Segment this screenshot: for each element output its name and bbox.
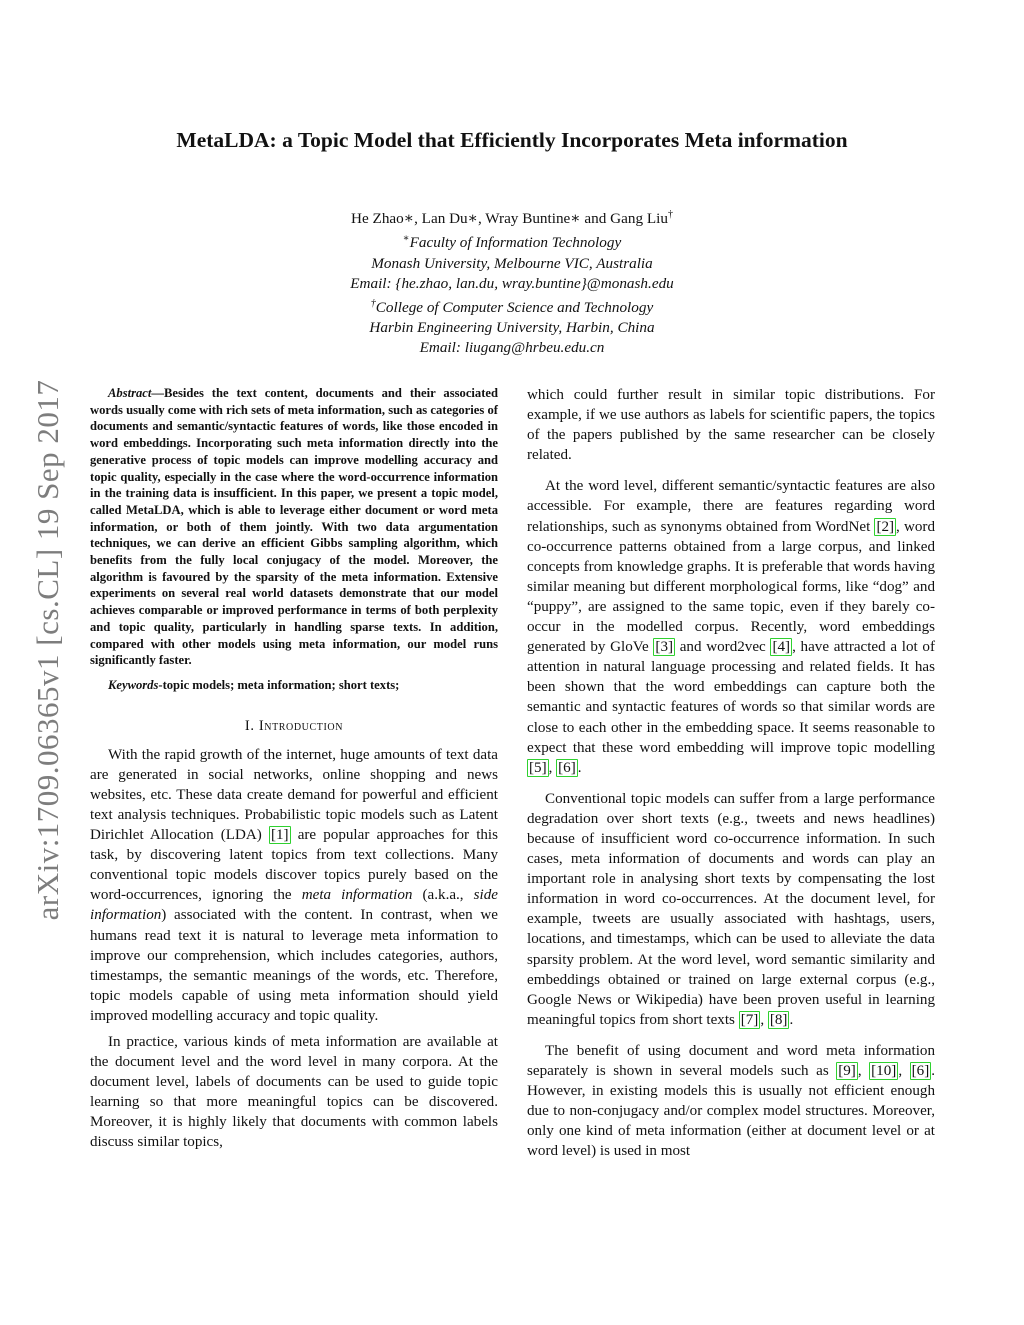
intro-paragraph-4: Conventional topic models can suffer from a large performance degradation over short texts (e.g., tweets and news headlines) because of insufficient word co-occurrence information. In such cases, meta information of documents and words can play an important role in analysing short texts by compensating the lost information in word co-occurrences. At the document level, for example, tweets are usually associated with hashtags, users, locations, and timestamps, which can be used to alleviate the data sparsity problem. At the word level, word semantic similarity and embeddings obtained or trained on large external corpus (e.g., Google News or Wikipedia) have been proven useful in learning meaningful topics from short texts [7] , [8] .: [527, 790, 935, 1028]
arxiv-side-stamp: arXiv:1709.06365v1 [cs.CL] 19 Sep 2017: [30, 379, 65, 921]
affiliation-1-line-2: Monash University, Melbourne VIC, Australia: [371, 254, 653, 272]
citation-link[interactable]: [10]: [871, 1063, 897, 1079]
paper-title: MetaLDA: a Topic Model that Efficiently Incorporates Meta information: [176, 128, 848, 152]
affiliation-2-line-2: Harbin Engineering University, Harbin, China: [369, 319, 655, 337]
right-column: [527, 385, 935, 1161]
citation-link[interactable]: [9]: [838, 1063, 856, 1079]
affiliation-2-line-1: †College of Computer Science and Technology: [370, 297, 654, 316]
intro-paragraph-5: The benefit of using document and word meta information separately is shown in several models such as [9] , [10] , [6] . However, in existing models this is usually not efficient enough due to non-conjugacy and/or complex model structures. Moreover, only one kind of meta information (either at document level or at word level) is used in most: [527, 1042, 936, 1160]
affiliation-2-email: Email: liugang@hrbeu.edu.cn: [419, 339, 605, 357]
citation-link[interactable]: [3]: [655, 639, 674, 656]
left-column: [90, 385, 498, 1153]
intro-paragraph-2: In practice, various kinds of meta information are available at the document level and the word level in many corpora. At the document level, labels of documents can be used to guide topic learning so that more meaningful topics can be discovered. Moreover, it is highly likely that documents with common labels discuss similar topics,: [90, 1033, 498, 1151]
keywords: Keywords-topic models; meta information; short texts;: [108, 677, 400, 692]
citation-link[interactable]: [1]: [270, 827, 289, 844]
citation-link[interactable]: [4]: [772, 639, 791, 656]
intro-paragraph-continued: which could further result in similar topic distributions. For example, if we use authors as labels for scientific papers, the topics of the papers published by the same researcher can be closely related.: [527, 387, 935, 464]
author-block: [0, 205, 1024, 359]
section-heading-introduction: I. Introduction: [244, 717, 344, 734]
citation-link[interactable]: [6]: [911, 1063, 930, 1079]
affiliation-1-email: Email: {he.zhao, lan.du, wray.buntine}@monash.edu: [350, 274, 674, 292]
author-names: He Zhao∗, Lan Du∗, Wray Buntine∗ and Gang Liu†: [351, 209, 673, 228]
citation-link[interactable]: [2]: [876, 518, 895, 535]
citation-link[interactable]: [8]: [769, 1011, 788, 1028]
affiliation-1-line-1: ∗Faculty of Information Technology: [402, 233, 622, 252]
abstract: Abstract—Besides the text content, documents and their associated words usually come with rich sets of meta information, such as categories of documents and semantic/syntactic features of words, like those encoded in word embeddings. Incorporating such meta information directly into the generative process of topic models can improve modelling accuracy and topic quality, especially in the case where the word-occurrence information in the training data is insufficient. In this paper, we present a topic model, called MetaLDA, which is able to leverage either document or word meta information, or both of them jointly. With two data argumentation techniques, we can derive an efficient Gibbs sampling algorithm, which benefits from the fully local conjugacy of the model. Moreover, the algorithm is favoured by the sparsity of the meta information. Extensive experiments on several real world datasets demonstrate that our model achieves comparable or improved performance in terms of both perplexity and topic quality, particularly in handling sparse texts. In addition, compared with other models using meta information, our model runs significantly faster.: [90, 386, 498, 668]
intro-paragraph-1: With the rapid growth of the internet, huge amounts of text data are generated in social networks, online shopping and news websites, etc. These data create demand for powerful and efficient text analysis techniques. Probabilistic topic models such as Latent Dirichlet Allocation (LDA) [1] are popular approaches for this task, by discovering latent topics from text collections. Many conventional topic models discover topics purely based on the word-occurrences, ignoring the meta information (a.k.a., side information) associated with the content. In contrast, when we humans read text it is natural to leverage meta information to improve our comprehension, which includes categories, authors, timestamps, the semantic meanings of the words, etc. Therefore, topic models capable of using meta information should yield improved modelling accuracy and topic quality.: [90, 746, 498, 1024]
intro-paragraph-3: At the word level, different semantic/syntactic features are also accessible. For example, there are features regarding word relationships, such as synonyms obtained from WordNet [2] , word co-occurrence patterns obtained from a large corpus, and linked concepts from knowledge graphs. It is preferable that words having similar meaning but different morphological forms, like “dog” and “puppy”, are assigned to the same topic, even if they barely co-occur in the modelled corpus. Recently, word embeddings generated by GloVe [3] and word2vec [4] , have attracted a lot of attention in natural language processing and related fields. It has been shown that the word embeddings can capture both the semantic and syntactic features of words so that similar words are close to each other in the embedding space. It seems reasonable to expect that these word embedding will improve topic modelling [5] , [6] .: [527, 478, 935, 776]
citation-link[interactable]: [6]: [558, 759, 576, 776]
citation-link[interactable]: [7]: [740, 1011, 759, 1028]
citation-link[interactable]: [5]: [529, 759, 547, 776]
